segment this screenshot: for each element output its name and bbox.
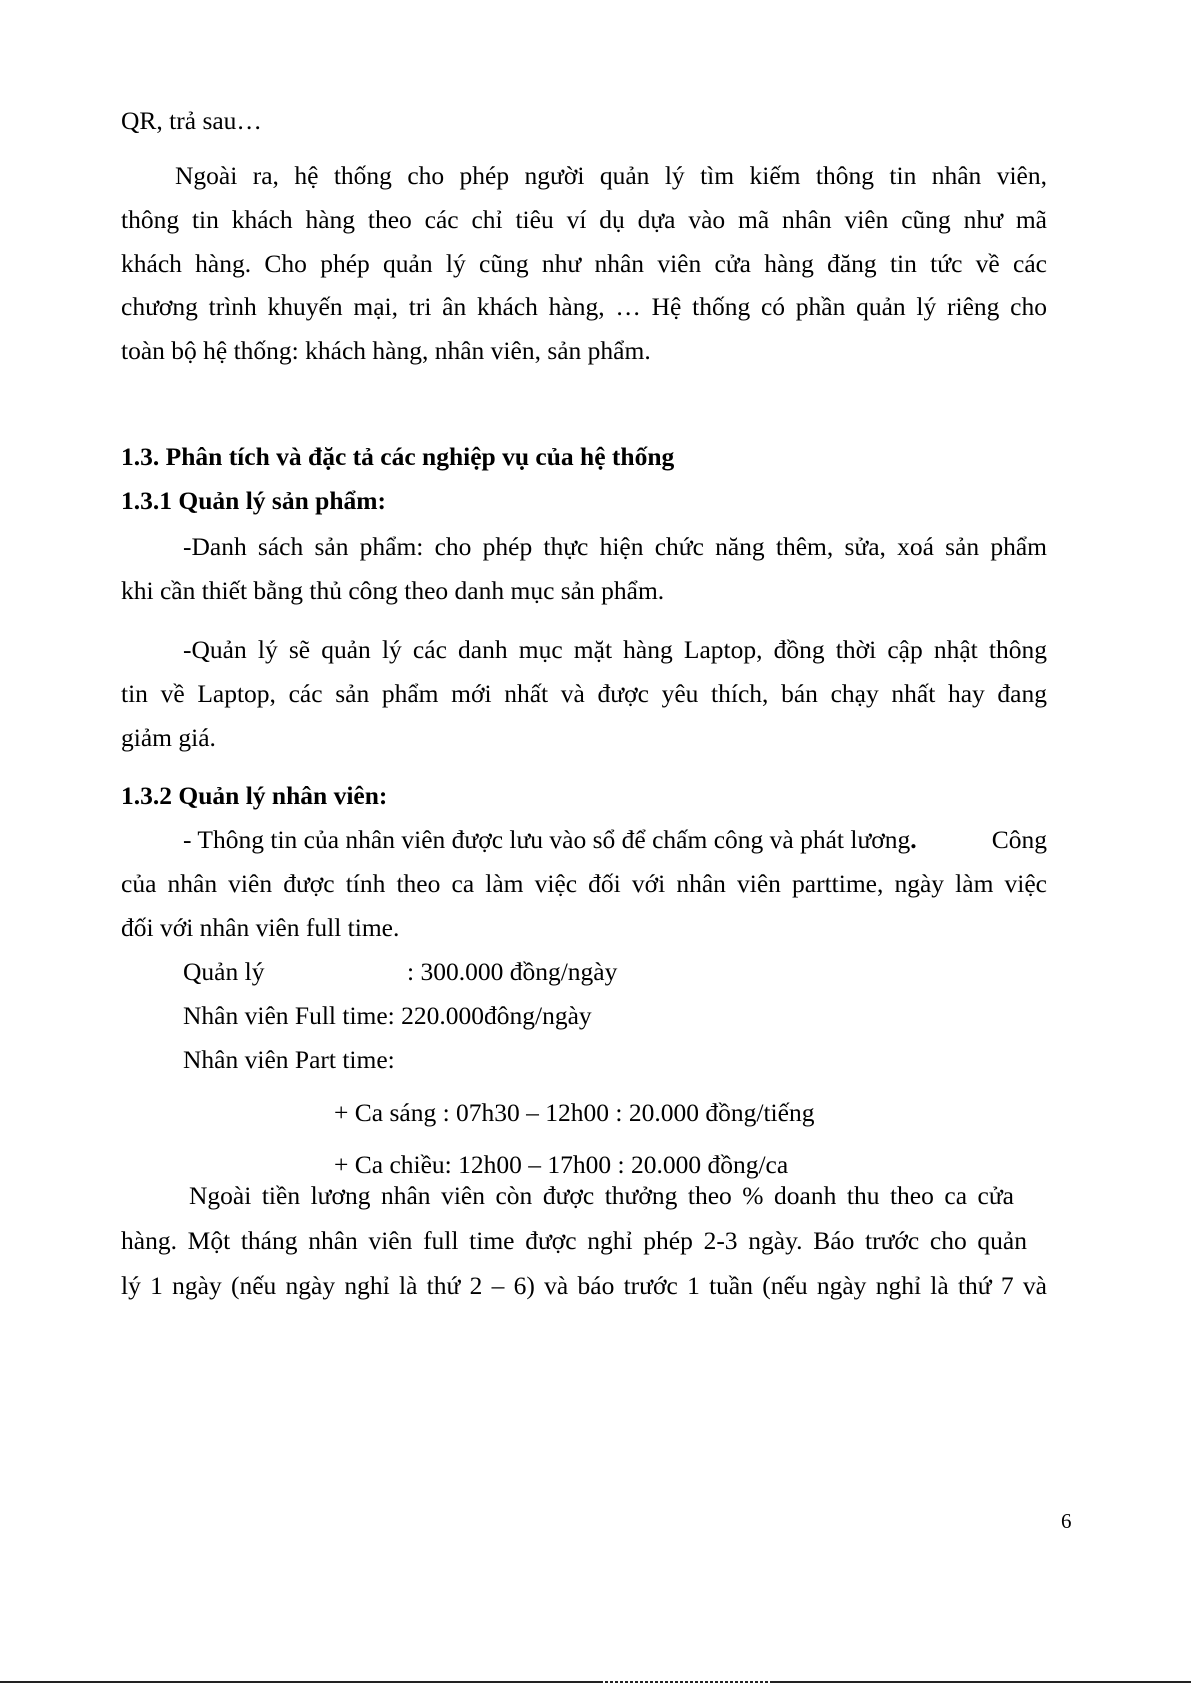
employee-para-line-1 [183, 824, 1047, 856]
product-para2-line-3: giảm giá. [121, 723, 216, 752]
bonus-line-3: lý 1 ngày (nếu ngày nghỉ là thứ 2 – 6) và báo trước 1 tuần (nếu ngày nghỉ là thứ 7 và [121, 1271, 1047, 1300]
parttime-salary-label: Nhân viên Part time: [183, 1045, 395, 1074]
bottom-border-dashed-section [600, 1681, 770, 1683]
intro-line-4: chương trình khuyến mại, tri ân khách hàng, … Hệ thống có phần quản lý riêng cho [121, 292, 1047, 321]
intro-line-3: khách hàng. Cho phép quản lý cũng như nhân viên cửa hàng đăng tin tức về các [121, 249, 1047, 278]
bonus-line-2: hàng. Một tháng nhân viên full time được nghỉ phép 2-3 ngày. Báo trước cho quản [121, 1226, 1027, 1255]
continuation-text: QR, trả sau… [121, 106, 262, 135]
section-heading: 1.3. Phân tích và đặc tả các nghiệp vụ của hệ thống [121, 442, 675, 471]
subsection-2-heading: 1.3.2 Quản lý nhân viên: [121, 781, 388, 810]
manager-salary-value: : 300.000 đồng/ngày [407, 957, 618, 986]
product-para1-line-1: -Danh sách sản phẩm: cho phép thực hiện chức năng thêm, sửa, xoá sản phẩm [183, 532, 1047, 561]
employee-para-line-1-main: - Thông tin của nhân viên được lưu vào sổ để chấm công và phát lương. [183, 825, 917, 854]
employee-para-line-1-end: Công [991, 825, 1047, 854]
product-para1-line-2: khi cần thiết bằng thủ công theo danh mục sản phẩm. [121, 576, 665, 605]
page-number: 6 [1061, 1509, 1072, 1533]
intro-line-1: Ngoài ra, hệ thống cho phép người quản lý tìm kiếm thông tin nhân viên, [175, 161, 1047, 190]
manager-salary-label: Quản lý [183, 957, 265, 986]
product-para2-line-2: tin về Laptop, các sản phẩm mới nhất và được yêu thích, bán chạy nhất hay đang [121, 679, 1047, 708]
afternoon-shift: + Ca chiều: 12h00 – 17h00 : 20.000 đồng/ca [334, 1150, 789, 1179]
bottom-border [0, 1681, 1191, 1683]
subsection-1-heading: 1.3.1 Quản lý sản phẩm: [121, 486, 386, 515]
fulltime-salary: Nhân viên Full time: 220.000đông/ngày [183, 1001, 592, 1030]
morning-shift: + Ca sáng : 07h30 – 12h00 : 20.000 đồng/tiếng [334, 1098, 815, 1127]
intro-line-5: toàn bộ hệ thống: khách hàng, nhân viên, sản phẩm. [121, 336, 651, 365]
employee-para-line-2: của nhân viên được tính theo ca làm việc đối với nhân viên parttime, ngày làm việc [121, 869, 1047, 898]
product-para2-line-1: -Quản lý sẽ quản lý các danh mục mặt hàng Laptop, đồng thời cập nhật thông [183, 635, 1047, 664]
bonus-line-1: Ngoài tiền lương nhân viên còn được thưởng theo % doanh thu theo ca cửa [189, 1181, 1014, 1210]
intro-line-2: thông tin khách hàng theo các chỉ tiêu ví dụ dựa vào mã nhân viên cũng như mã [121, 205, 1047, 234]
employee-para-line-3: đối với nhân viên full time. [121, 913, 400, 942]
